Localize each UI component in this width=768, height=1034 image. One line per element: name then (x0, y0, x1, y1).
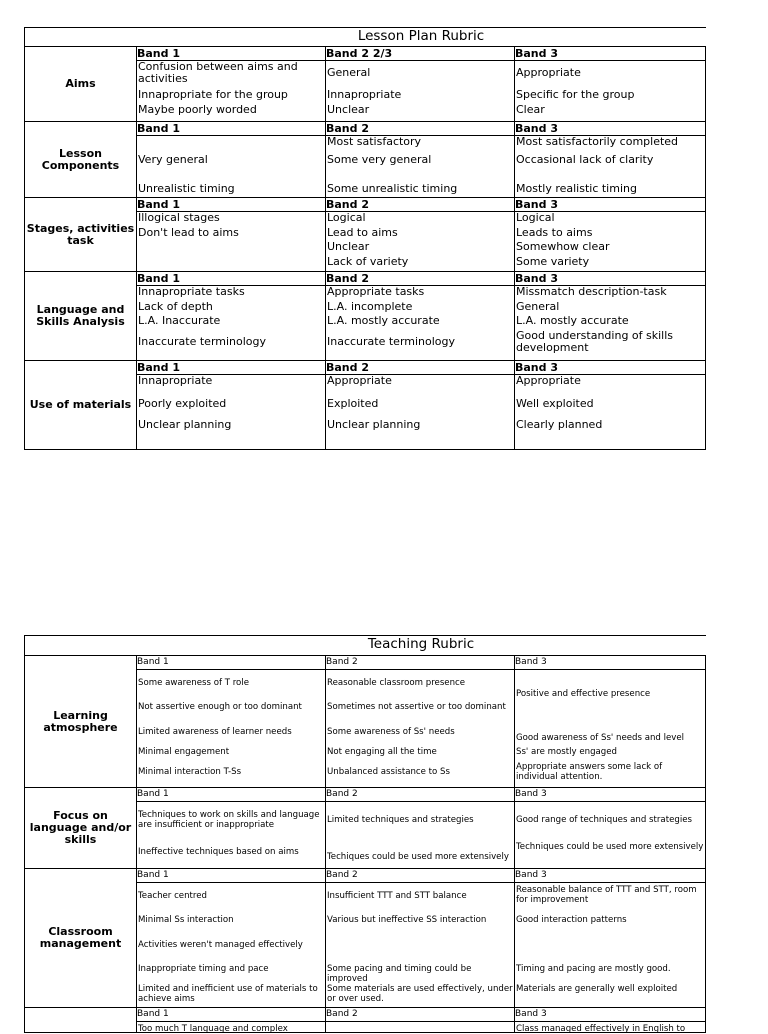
band-description: Good awareness of Ss' needs and level (516, 733, 685, 743)
band-description: Lack of depth (138, 300, 213, 313)
band-label: Band 3 (515, 1008, 706, 1022)
band-description: Techiques could be used more extensively (327, 852, 509, 862)
band-label: Band 2 2/3 (326, 47, 515, 61)
band-description: Good understanding of skills development (516, 329, 674, 354)
band-description: Class managed effectively in English to (516, 1024, 686, 1034)
band-cell (326, 883, 515, 1008)
band-cell (137, 670, 326, 788)
band-label: Band 2 (326, 361, 515, 375)
band-cell (137, 212, 326, 272)
band-label: Band 1 (137, 1008, 326, 1022)
band-label: Band 3 (515, 272, 706, 286)
band-description: General (516, 300, 560, 313)
band-description: Teacher centred (138, 891, 207, 901)
band-description: Some variety (516, 255, 590, 268)
band-description: Somewhow clear (516, 240, 610, 253)
band-description: Mostly realistic timing (516, 182, 637, 195)
band-description: Some unrealistic timing (327, 182, 458, 195)
band-cell (137, 1022, 326, 1033)
band-description: Appropriate tasks (327, 285, 425, 298)
band-description: Not assertive enough or too dominant (138, 702, 302, 712)
band-cell (326, 670, 515, 788)
band-cell (326, 61, 515, 122)
band-description: Very general (138, 153, 208, 166)
criterion-stages-activities-task: Stages, activities task (25, 198, 137, 272)
criterion-learning-atmosphere: Learning atmosphere (25, 656, 137, 788)
band-description: Techniques to work on skills and language are insufficient or inappropriate (138, 810, 320, 830)
band-description: Unclear planning (138, 418, 232, 431)
band-label: Band 2 (326, 788, 515, 802)
band-cell (515, 375, 706, 450)
band-description: Sometimes not assertive or too dominant (327, 702, 506, 712)
criterion-use-of-materials: Use of materials (25, 361, 137, 450)
band-cell (515, 670, 706, 788)
criterion-blank (25, 1008, 137, 1033)
band-label: Band 1 (137, 788, 326, 802)
band-label: Band 1 (137, 869, 326, 883)
band-description: Activities weren't managed effectively (138, 940, 303, 950)
band-description: Don't lead to aims (138, 226, 239, 239)
band-description: Minimal Ss interaction (138, 915, 234, 925)
band-cell (326, 802, 515, 869)
band-description: Unclear planning (327, 418, 421, 431)
band-label: Band 2 (326, 656, 515, 670)
lesson-plan-rubric-table (24, 27, 706, 450)
band-cell (326, 286, 515, 361)
band-label: Band 2 (326, 122, 515, 136)
band-label: Band 2 (326, 198, 515, 212)
band-description: Unbalanced assistance to Ss (327, 767, 450, 777)
band-cell (515, 212, 706, 272)
band-label: Band 3 (515, 198, 706, 212)
band-description: Appropriate (516, 66, 581, 79)
band-label: Band 1 (137, 198, 326, 212)
band-cell (515, 136, 706, 198)
band-cell (137, 802, 326, 869)
band-description: Limited techniques and strategies (327, 815, 474, 825)
band-cell (137, 375, 326, 450)
band-description: L.A. incomplete (327, 300, 413, 313)
band-description: Inaccurate terminology (327, 335, 456, 348)
band-cell (137, 136, 326, 198)
band-description: Limited and inefficient use of materials to achieve aims (138, 984, 318, 1004)
band-description: Unclear (327, 103, 370, 116)
criterion-classroom-management: Classroom management (25, 869, 137, 1008)
band-description: Reasonable classroom presence (327, 678, 466, 688)
band-description: Various but ineffective SS interaction (327, 915, 487, 925)
band-label: Band 1 (137, 361, 326, 375)
band-description: Poorly exploited (138, 397, 227, 410)
band-cell (515, 802, 706, 869)
band-cell (515, 1022, 706, 1033)
band-label: Band 2 (326, 272, 515, 286)
band-description: Most satisfactory (327, 135, 422, 148)
band-label: Band 3 (515, 788, 706, 802)
lesson-plan-title: Lesson Plan Rubric (137, 28, 706, 47)
band-description: Good range of techniques and strategies (516, 815, 692, 825)
band-label: Band 2 (326, 869, 515, 883)
band-cell (326, 136, 515, 198)
band-description: Occasional lack of clarity (516, 153, 654, 166)
band-description: Materials are generally well exploited (516, 984, 678, 994)
band-description: Clearly planned (516, 418, 603, 431)
band-description: Missmatch description-task (516, 285, 667, 298)
band-description: Innapropriate (138, 374, 213, 387)
teaching-title: Teaching Rubric (137, 636, 706, 656)
band-cell (326, 1022, 515, 1033)
band-description: Limited awareness of learner needs (138, 727, 292, 737)
band-description: Some awareness of Ss' needs (327, 727, 455, 737)
band-description: L.A. mostly accurate (327, 314, 440, 327)
band-description: Appropriate (516, 374, 581, 387)
band-label: Band 1 (137, 47, 326, 61)
teaching-rubric-table (24, 635, 706, 1033)
band-description: Innapropriate (327, 88, 402, 101)
band-description: Inappropriate timing and pace (138, 964, 269, 974)
band-description: Lack of variety (327, 255, 409, 268)
band-description: Most satisfactorily completed (516, 135, 679, 148)
title-spacer (25, 28, 137, 47)
band-cell (515, 286, 706, 361)
band-label: Band 3 (515, 122, 706, 136)
band-label: Band 3 (515, 869, 706, 883)
band-description: Some very general (327, 153, 432, 166)
band-label: Band 3 (515, 361, 706, 375)
band-description: Too much T language and complex (138, 1024, 288, 1034)
band-label: Band 2 (326, 1008, 515, 1022)
band-cell (137, 61, 326, 122)
band-description: Leads to aims (516, 226, 593, 239)
band-description: Some awareness of T role (138, 678, 249, 688)
band-description: Inaccurate terminology (138, 335, 267, 348)
band-description: Unclear (327, 240, 370, 253)
criterion-focus-on-language-and-or-skills: Focus on language and/or skills (25, 788, 137, 869)
band-description: Good interaction patterns (516, 915, 627, 925)
band-description: Some pacing and timing could be improved (327, 964, 472, 984)
band-label: Band 1 (137, 122, 326, 136)
band-description: Appropriate answers some lack of individual attention. (516, 762, 663, 782)
band-cell (326, 375, 515, 450)
band-description: Reasonable balance of TTT and STT, room for improvement (516, 885, 697, 905)
band-cell (515, 61, 706, 122)
band-cell (137, 286, 326, 361)
band-description: Ss' are mostly engaged (516, 747, 617, 757)
band-cell (515, 883, 706, 1008)
band-description: L.A. Inaccurate (138, 314, 221, 327)
band-description: Specific for the group (516, 88, 635, 101)
band-description: Positive and effective presence (516, 689, 651, 699)
band-description: Logical (327, 211, 366, 224)
band-description: Ineffective techniques based on aims (138, 847, 299, 857)
band-description: Appropriate (327, 374, 392, 387)
band-description: Minimal engagement (138, 747, 230, 757)
band-description: Timing and pacing are mostly good. (516, 964, 671, 974)
band-label: Band 1 (137, 272, 326, 286)
band-description: Logical (516, 211, 555, 224)
criterion-lesson-components: Lesson Components (25, 122, 137, 198)
band-description: L.A. mostly accurate (516, 314, 629, 327)
band-description: Not engaging all the time (327, 747, 437, 757)
band-description: General (327, 66, 371, 79)
band-description: Some materials are used effectively, under or over used. (327, 984, 513, 1004)
band-cell (137, 883, 326, 1008)
band-description: Maybe poorly worded (138, 103, 257, 116)
band-description: Lead to aims (327, 226, 398, 239)
band-description: Exploited (327, 397, 379, 410)
band-label: Band 3 (515, 47, 706, 61)
criterion-language-and-skills-analysis: Language and Skills Analysis (25, 272, 137, 361)
band-description: Clear (516, 103, 545, 116)
band-description: Innapropriate tasks (138, 285, 245, 298)
band-description: Techniques could be used more extensively (516, 842, 704, 852)
band-cell (326, 212, 515, 272)
band-description: Innapropriate for the group (138, 88, 288, 101)
band-label: Band 1 (137, 656, 326, 670)
band-description: Unrealistic timing (138, 182, 235, 195)
band-label: Band 3 (515, 656, 706, 670)
band-description: Insufficient TTT and STT balance (327, 891, 467, 901)
band-description: Illogical stages (138, 211, 220, 224)
band-description: Minimal interaction T-Ss (138, 767, 242, 777)
title-spacer (25, 636, 137, 656)
band-description: Well exploited (516, 397, 594, 410)
criterion-aims: Aims (25, 47, 137, 122)
band-description: Confusion between aims and activities (138, 60, 298, 85)
